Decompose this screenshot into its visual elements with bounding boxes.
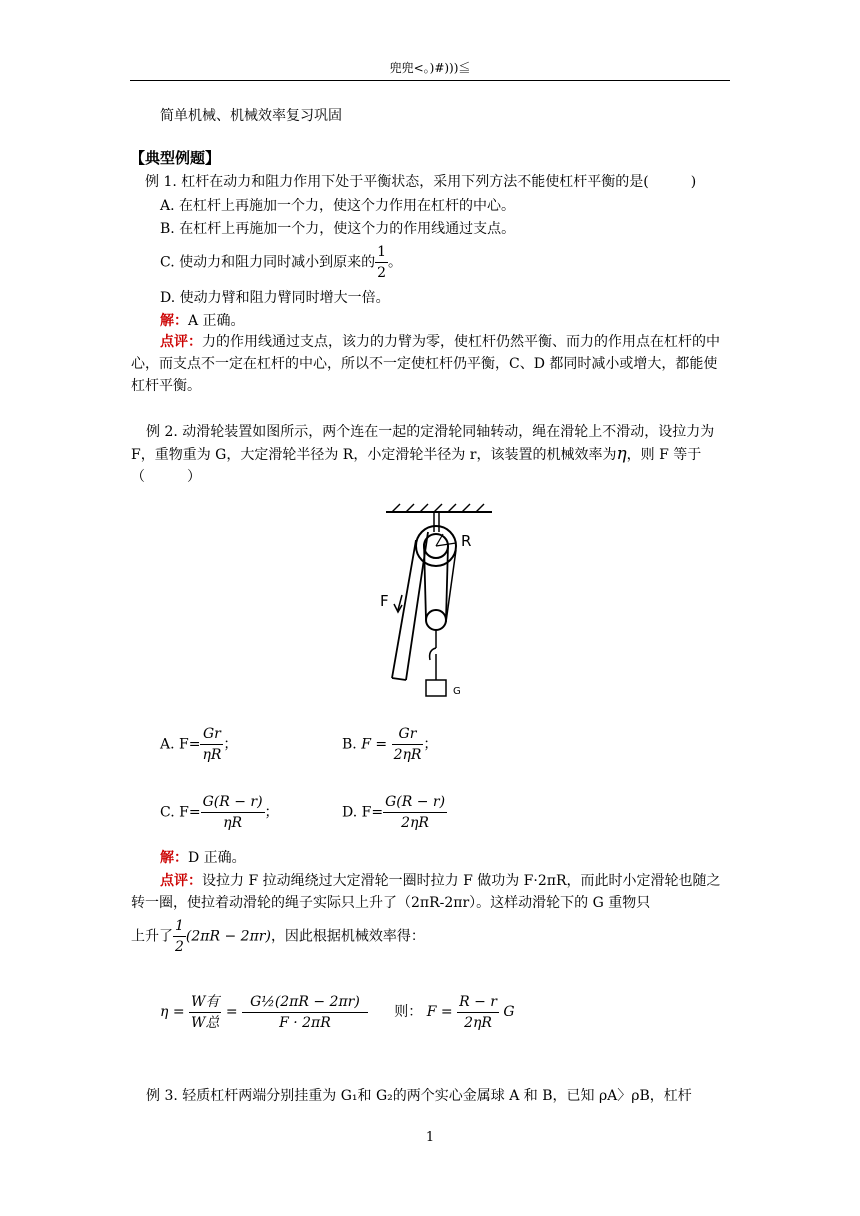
fraction-numerator: 1 bbox=[375, 242, 388, 263]
answer-text: D 正确。 bbox=[188, 850, 246, 866]
fraction-numerator: 1 bbox=[173, 916, 186, 937]
eq-g: G bbox=[503, 1004, 515, 1020]
fraction-numerator: G(R − r) bbox=[383, 792, 447, 813]
ex2-option-a bbox=[160, 724, 237, 765]
ex3-stem: 例 3. 轻质杠杆两端分别挂重为 G₁和 G₂的两个实心金属球 A 和 B，已知 ρA〉ρB，杠杆 bbox=[146, 1088, 692, 1104]
ex1-answer bbox=[160, 311, 245, 331]
fraction-denominator: 2 bbox=[377, 265, 387, 281]
pull-rope-outer bbox=[392, 540, 416, 678]
ex2-comment bbox=[131, 870, 729, 914]
answer-label: 解： bbox=[160, 850, 188, 866]
option-label: C. F= bbox=[160, 804, 201, 821]
option-b-lhs: F = bbox=[361, 736, 388, 753]
work-fraction bbox=[189, 992, 221, 1033]
fraction-denominator: W总 bbox=[191, 1014, 220, 1031]
option-a-fraction bbox=[200, 724, 223, 765]
eq-sign: = bbox=[225, 1004, 238, 1020]
option-end: ； bbox=[223, 736, 238, 753]
comment-text: 设拉力 F 拉动绳绕过大定滑轮一圈时拉力 F 做功为 F·2πR，而此时小定滑轮也随之转一圈，使拉着动滑轮的绳子实际只上升了（2πR-2πr）。这样动滑轮下的 G 重物只 bbox=[131, 873, 721, 911]
doc-title: 简单机械、机械效率复习巩固 bbox=[160, 108, 342, 124]
ex2-option-c bbox=[160, 792, 279, 833]
ex1-comment bbox=[131, 331, 729, 397]
page-number: 1 bbox=[425, 1130, 435, 1145]
ex1-option-a: A. 在杠杆上再施加一个力，使这个力作用在杠杆的中心。 bbox=[160, 198, 516, 214]
fraction-denominator: 2ηR bbox=[464, 1014, 492, 1031]
radius-r-line bbox=[436, 534, 443, 546]
comment-label: 点评： bbox=[160, 334, 202, 350]
label-R: R bbox=[461, 532, 472, 550]
fraction-denominator: ηR bbox=[202, 747, 222, 763]
fraction-denominator: 2 bbox=[175, 939, 184, 955]
ex2-stem-end: ，则 F 等于（ ） bbox=[131, 447, 702, 485]
header-rule bbox=[130, 80, 730, 81]
ex2-stem bbox=[131, 421, 729, 488]
eta-symbol: η bbox=[616, 444, 627, 464]
ex1-option-c bbox=[160, 242, 402, 283]
height-expression: (2πR − 2πr) bbox=[185, 928, 271, 945]
hook bbox=[430, 648, 436, 660]
comment-text: 力的作用线通过支点，该力的力臂为零，使杠杆仍然平衡、而力的作用点在杠杆的中心，而支点不一定在杠杆的中心，所以不一定使杠杆仍平衡，C、D 都同时减小或增大，都能使杠杆平衡。 bbox=[131, 334, 720, 394]
ex1-option-b: B. 在杠杆上再施加一个力，使这个力的作用线通过支点。 bbox=[160, 221, 516, 237]
option-label: A. F= bbox=[160, 736, 201, 753]
fraction-numerator: W有 bbox=[189, 992, 221, 1013]
answer-text: A 正确。 bbox=[188, 313, 245, 329]
efficiency-equation bbox=[160, 984, 515, 1040]
ex2-stem-text: 例 2. 动滑轮装置如图所示，两个连在一起的定滑轮同轴转动，绳在滑轮上不滑动，设拉力为 F，重物重为 G，大定滑轮半径为 R，小定滑轮半径为 r，该装置的机械效率为 bbox=[131, 424, 715, 463]
result-fraction bbox=[457, 992, 499, 1033]
section-heading: 【典型例题】 bbox=[130, 149, 221, 167]
option-c-fraction bbox=[201, 792, 265, 833]
ex2-option-d bbox=[342, 792, 447, 833]
fraction-denominator: ηR bbox=[223, 815, 243, 831]
fraction-numerator: Gr bbox=[392, 724, 424, 745]
fraction-denominator: 2ηR bbox=[393, 747, 422, 763]
ex2-option-b bbox=[342, 724, 437, 765]
movable-pulley bbox=[426, 610, 446, 630]
ceiling-hatch bbox=[392, 504, 484, 512]
option-label: B. bbox=[342, 736, 357, 753]
weight-block bbox=[426, 680, 446, 696]
label-F: F bbox=[380, 592, 389, 610]
eq-f: F = bbox=[426, 1004, 453, 1020]
ex1-option-c-text: C. 使动力和阻力同时减小到原来的 bbox=[160, 254, 376, 271]
eq-then: 则： bbox=[394, 1004, 423, 1020]
option-label: D. F= bbox=[342, 804, 384, 821]
fraction-denominator: 2ηR bbox=[401, 815, 429, 831]
answer-label: 解： bbox=[160, 313, 188, 329]
comment-text: 上升了 bbox=[131, 928, 173, 945]
fraction-numerator: Gr bbox=[200, 724, 223, 745]
ex2-answer bbox=[160, 848, 246, 868]
fraction-numerator: G½(2πR − 2πr) bbox=[242, 992, 368, 1013]
radius-R-line bbox=[436, 543, 456, 546]
option-b-fraction bbox=[392, 724, 424, 765]
fraction-numerator: G(R − r) bbox=[201, 792, 265, 813]
eq-eta: η = bbox=[160, 1004, 185, 1020]
ex2-comment-line2 bbox=[131, 916, 425, 957]
ex1-stem: 例 1. 杠杆在动力和阻力作用下处于平衡状态，采用下列方法不能使杠杆平衡的是( ) bbox=[145, 174, 697, 190]
label-G: G bbox=[453, 686, 461, 697]
page-header: 兜兜<。)#)))≦ bbox=[389, 61, 471, 75]
ex1-option-d: D. 使动力臂和阻力臂同时增大一倍。 bbox=[160, 290, 390, 306]
option-end: ； bbox=[423, 736, 438, 753]
option-d-fraction bbox=[383, 792, 447, 833]
half-fraction bbox=[173, 916, 186, 957]
comment-label: 点评： bbox=[160, 873, 202, 889]
ex1-option-c-end: 。 bbox=[388, 254, 403, 271]
fraction-numerator: R − r bbox=[457, 992, 499, 1013]
ex1-fraction bbox=[375, 242, 388, 283]
comment-text: ，因此根据机械效率得： bbox=[270, 928, 425, 945]
option-end: ； bbox=[264, 804, 279, 821]
expanded-fraction bbox=[242, 992, 368, 1033]
fraction-denominator: F · 2πR bbox=[279, 1014, 331, 1031]
pulley-diagram bbox=[370, 500, 500, 705]
